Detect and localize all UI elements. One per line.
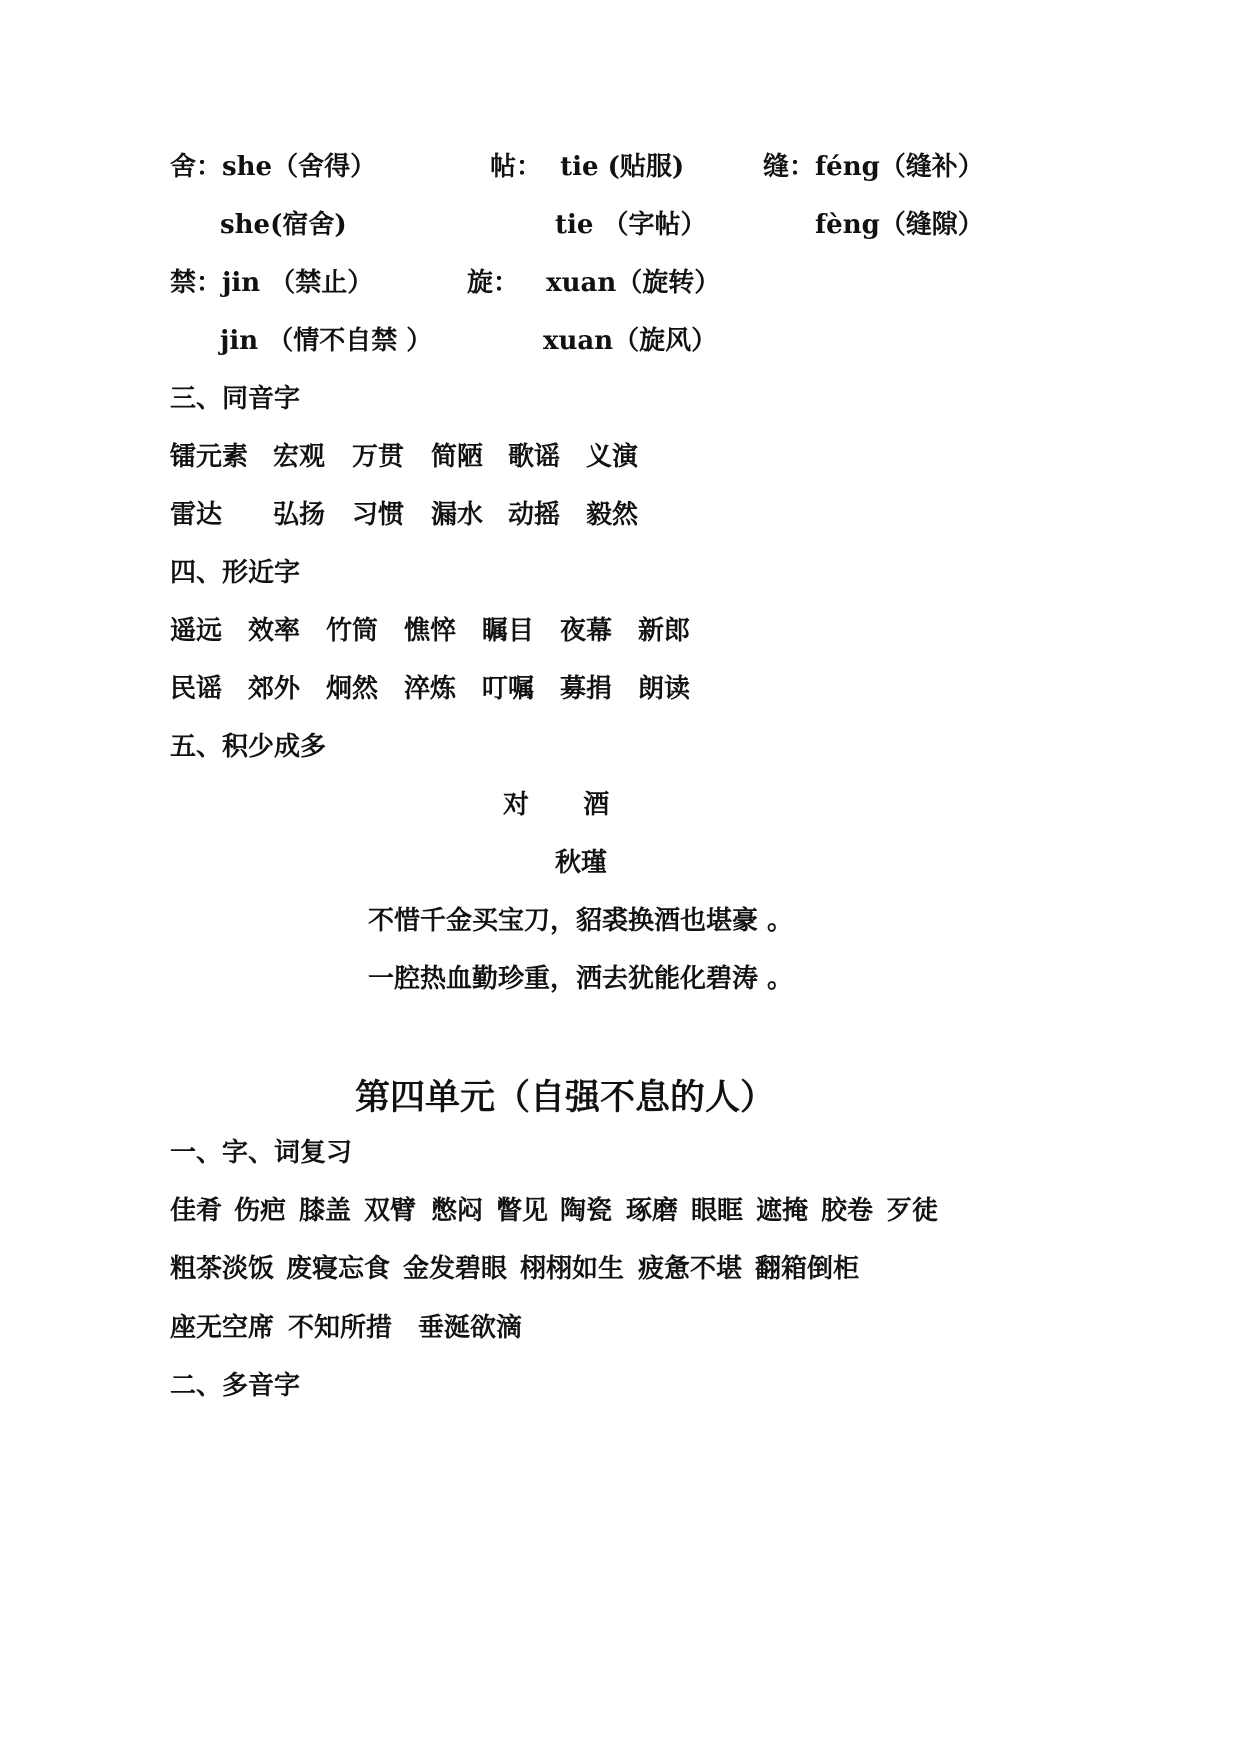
similar-char-word: 竹筒 xyxy=(326,616,379,646)
vocab-idiom: 金发碧眼 xyxy=(403,1254,508,1284)
section-heading-polyphones: 二、多音字 xyxy=(170,1371,301,1401)
similar-char-word: 效率 xyxy=(248,616,301,646)
poem-title: 对 酒 xyxy=(503,790,610,820)
similar-char-word: 淬炼 xyxy=(404,674,457,704)
polyphone-xuan-2: xuan（旋风） xyxy=(543,326,718,356)
polyphone-she-1: 舍：she（舍得） xyxy=(170,152,377,182)
unit-title: 第四单元（自强不息的人） xyxy=(355,1077,776,1118)
vocab-word: 眼眶 xyxy=(691,1196,744,1226)
vocab-idiom: 栩栩如生 xyxy=(520,1254,625,1284)
vocab-word: 胶卷 xyxy=(821,1196,874,1226)
vocab-word: 双臂 xyxy=(364,1196,417,1226)
vocab-word: 琢磨 xyxy=(626,1196,679,1226)
similar-char-word: 郊外 xyxy=(248,674,301,704)
section-heading-similar-chars: 四、形近字 xyxy=(170,558,301,588)
vocab-word: 陶瓷 xyxy=(560,1196,613,1226)
polyphone-she-2: she(宿舍) xyxy=(220,210,347,240)
homophone-word: 宏观 xyxy=(273,442,326,472)
section-heading-words-review: 一、字、词复习 xyxy=(170,1138,353,1168)
vocab-word: 佳肴 xyxy=(170,1196,223,1226)
polyphone-feng-1: 缝：féng（缝补） xyxy=(763,152,984,182)
polyphone-jin-1: 禁：jin （禁止） xyxy=(170,268,374,298)
vocab-word: 瞥见 xyxy=(496,1196,549,1226)
poem-line: 一腔热血勤珍重，洒去犹能化碧涛 。 xyxy=(368,964,794,994)
vocab-idiom: 垂涎欲滴 xyxy=(418,1313,523,1343)
polyphone-tie-1: 帖： tie (贴服) xyxy=(490,152,685,182)
homophone-word: 雷达 xyxy=(170,500,223,530)
homophone-word: 义演 xyxy=(586,442,639,472)
poem-author: 秋瑾 xyxy=(555,848,608,878)
similar-char-word: 新郎 xyxy=(638,616,691,646)
polyphone-feng-2: fèng（缝隙） xyxy=(815,210,984,240)
vocab-idiom: 疲惫不堪 xyxy=(638,1254,743,1284)
vocab-idiom: 座无空席 xyxy=(170,1313,275,1343)
homophone-word: 漏水 xyxy=(431,500,484,530)
homophone-word: 习惯 xyxy=(352,500,405,530)
polyphone-xuan-1: 旋： xuan（旋转） xyxy=(467,268,721,298)
similar-char-word: 朗读 xyxy=(638,674,691,704)
similar-char-word: 民谣 xyxy=(170,674,223,704)
polyphone-tie-2: tie （字帖） xyxy=(555,210,707,240)
similar-char-word: 瞩目 xyxy=(482,616,535,646)
vocab-word: 遮掩 xyxy=(756,1196,809,1226)
similar-char-word: 募捐 xyxy=(560,674,613,704)
section-heading-accumulate: 五、积少成多 xyxy=(170,732,327,762)
vocab-idiom: 不知所措 xyxy=(288,1313,393,1343)
poem-line: 不惜千金买宝刀，貂裘换酒也堪豪 。 xyxy=(368,906,794,936)
similar-char-word: 夜幕 xyxy=(560,616,613,646)
vocab-word: 歹徒 xyxy=(886,1196,939,1226)
homophone-word: 镭元素 xyxy=(170,442,249,472)
vocab-word: 憋闷 xyxy=(431,1196,484,1226)
section-heading-homophones: 三、同音字 xyxy=(170,384,301,414)
vocab-word: 膝盖 xyxy=(299,1196,352,1226)
homophone-word: 毅然 xyxy=(586,500,639,530)
homophone-word: 简陋 xyxy=(431,442,484,472)
vocab-idiom: 翻箱倒柜 xyxy=(755,1254,860,1284)
homophone-word: 动摇 xyxy=(508,500,561,530)
homophone-word: 万贯 xyxy=(352,442,405,472)
similar-char-word: 叮嘱 xyxy=(482,674,535,704)
similar-char-word: 炯然 xyxy=(326,674,379,704)
vocab-word: 伤疤 xyxy=(234,1196,287,1226)
vocab-idiom: 粗茶淡饭 xyxy=(170,1254,275,1284)
homophone-word: 弘扬 xyxy=(273,500,326,530)
homophone-word: 歌谣 xyxy=(508,442,561,472)
polyphone-jin-2: jin （情不自禁 ） xyxy=(220,326,433,356)
similar-char-word: 遥远 xyxy=(170,616,223,646)
vocab-idiom: 废寝忘食 xyxy=(286,1254,391,1284)
similar-char-word: 憔悴 xyxy=(404,616,457,646)
